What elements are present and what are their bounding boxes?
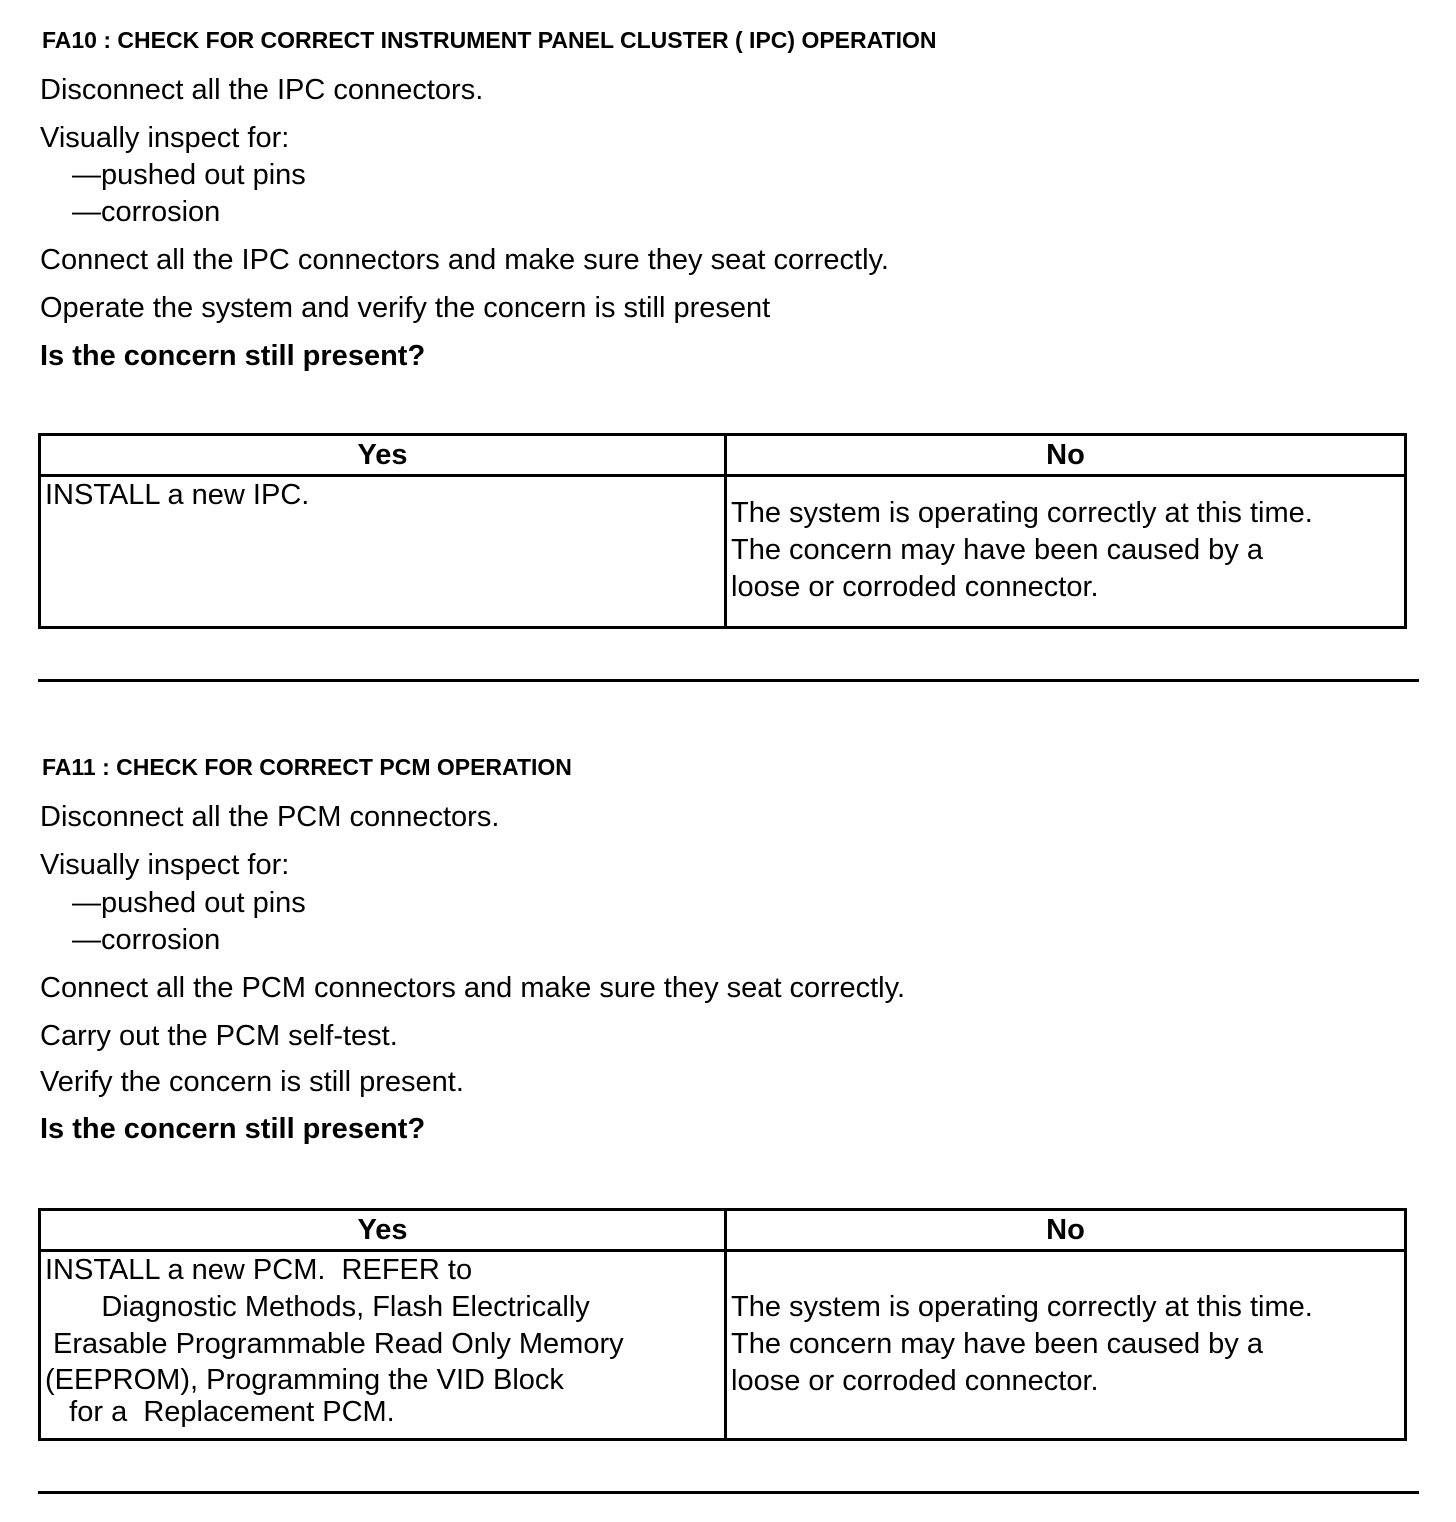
no-line: The concern may have been caused by a: [731, 534, 1263, 566]
no-line: The system is operating correctly at this time.: [731, 1291, 1313, 1323]
step-text: Visually inspect for:: [40, 849, 290, 881]
step-text: Verify the concern is still present.: [40, 1066, 464, 1098]
no-header: No: [726, 1210, 1406, 1251]
yes-line: INSTALL a new IPC.: [45, 479, 310, 511]
yes-line: Erasable Programmable Read Only Memory: [45, 1328, 624, 1360]
step-text: Connect all the PCM connectors and make sure they seat correctly.: [40, 972, 906, 1004]
decision-table: [38, 1208, 1407, 1441]
section-heading: FA10 : CHECK FOR CORRECT INSTRUMENT PANEL CLUSTER ( IPC) OPERATION: [42, 27, 937, 53]
question-text: Is the concern still present?: [40, 1113, 426, 1145]
step-text: Visually inspect for:: [40, 122, 290, 154]
step-text: Connect all the IPC connectors and make sure they seat correctly.: [40, 244, 889, 276]
section-divider: [38, 679, 1419, 682]
yes-line: (EEPROM), Programming the VID Block: [45, 1364, 564, 1396]
bullet-item: —pushed out pins: [72, 887, 306, 919]
no-line: The system is operating correctly at this time.: [731, 497, 1313, 529]
bullet-item: —corrosion: [72, 196, 221, 228]
no-line: The concern may have been caused by a: [731, 1328, 1263, 1360]
bullet-item: —pushed out pins: [72, 159, 306, 191]
section-divider: [38, 1491, 1419, 1494]
question-text: Is the concern still present?: [40, 340, 426, 372]
yes-cell: [40, 476, 726, 628]
yes-header: Yes: [40, 435, 726, 476]
bullet-item: —corrosion: [72, 924, 221, 956]
step-text: Disconnect all the PCM connectors.: [40, 801, 500, 833]
yes-line: INSTALL a new PCM. REFER to: [45, 1254, 473, 1286]
step-text: Operate the system and verify the concern is still present: [40, 292, 771, 324]
yes-header: Yes: [40, 1210, 726, 1251]
yes-cell: [40, 1251, 726, 1440]
no-cell: [726, 1251, 1406, 1440]
yes-line: for a Replacement PCM.: [45, 1396, 395, 1428]
no-line: loose or corroded connector.: [731, 571, 1099, 603]
no-cell: [726, 476, 1406, 628]
decision-table: [38, 433, 1407, 629]
no-line: loose or corroded connector.: [731, 1365, 1099, 1397]
step-text: Disconnect all the IPC connectors.: [40, 74, 484, 106]
no-header: No: [726, 435, 1406, 476]
section-heading: FA11 : CHECK FOR CORRECT PCM OPERATION: [42, 754, 572, 780]
step-text: Carry out the PCM self-test.: [40, 1020, 398, 1052]
yes-line: Diagnostic Methods, Flash Electrically: [45, 1291, 590, 1323]
